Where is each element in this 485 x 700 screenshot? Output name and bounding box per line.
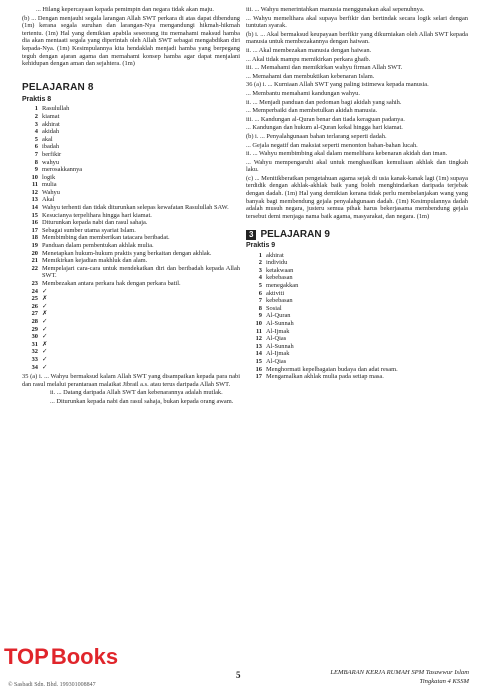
item-text: ✗ [42, 340, 48, 348]
copyright: © Sasbadi Sdn. Bhd. 199301008847 [8, 682, 96, 688]
item-text: mulia [42, 181, 57, 189]
item-number: 15 [255, 357, 262, 365]
item-number: 28 [31, 317, 38, 325]
item-text: akhirat [42, 120, 60, 128]
list-item [22, 151, 240, 159]
item-text: wahyu [42, 158, 60, 166]
section-subheading-9: Praktis 9 [246, 242, 276, 250]
item-number: 17 [31, 226, 38, 234]
list-item [246, 297, 468, 305]
list-item [22, 348, 240, 356]
item-text: Panduan dalam pembentukan akhlak mulia. [42, 242, 154, 250]
item-number: 9 [34, 166, 38, 174]
item-number: 26 [31, 302, 38, 310]
item-number: 6 [258, 289, 262, 297]
publisher-logo: TOP Books [4, 644, 119, 669]
list-item [246, 366, 468, 374]
q35-a-iii: ... Diturunkan kepada nabi dan rasul sahaja, bukan kepada orang awam. [50, 397, 234, 405]
list-item [246, 358, 468, 366]
answer-line: ... Wahyu mempengaruhi akal untuk menghasilkan kemuliaan akhlak dan tingkah laku. [246, 158, 468, 174]
list-item [22, 333, 240, 341]
list-item [22, 181, 240, 189]
item-number: 13 [31, 196, 38, 204]
answer-line: (b) i. ... Akal bermaksud keupayaan berfikir yang dikurniakan oleh Allah SWT kepada manusia untuk membezakannya dengan haiwan. [246, 30, 468, 46]
item-text: Rasulullah [42, 105, 70, 113]
section-heading-9 [246, 230, 468, 240]
answer-line: ... Membantu memahami kandungan wahyu. [246, 89, 360, 97]
item-text: ✓ [42, 302, 48, 310]
item-number: 23 [31, 280, 38, 287]
item-number: 1 [258, 251, 262, 259]
list-item [22, 280, 240, 288]
list-item [22, 113, 240, 121]
item-text: Al-Ijmak [266, 327, 290, 335]
list-item [22, 227, 240, 235]
answer-line: ii. ... Akal membezakan manusia dengan haiwan. [246, 46, 372, 54]
intro-line: (b) ... Dengan menjauhi segala larangan Allah SWT perkara di atas dapat dibendung (1m) kerana segala suruhan dan larangan-Nya mengandungi hikmah-hikmah tertentu. (1m) Hal yang demikian apabila seseorang itu memahami maksud hamba dia akan mentaati segala yang diperintah oleh Allah SWT sebagai mengabdikan diri kepada-Nya. (1m) Kesimpulannya kita hendaklah menjadi hamba yang berpegang teguh dengan ajaran agama dan memahami konsep hamba agar dapat menjalani kehidupan dengan aman dan sejahtera. (1m) [22, 14, 240, 68]
left-column [22, 6, 240, 407]
list-item [22, 310, 240, 318]
item-text: ketakwaan [266, 266, 294, 274]
item-number: 16 [31, 219, 38, 227]
list-item [22, 189, 240, 197]
item-number: 7 [258, 297, 262, 305]
item-number: 15 [31, 211, 38, 219]
item-text: logik [42, 173, 56, 181]
list-item [22, 295, 240, 303]
list-item [246, 305, 468, 313]
answer-line: ii. ... Menjadi panduan dan pedoman bagi akidah yang sahih. [246, 98, 402, 106]
list-item [246, 373, 468, 381]
list-item [22, 143, 240, 151]
item-text: Menetapkan hukum-hukum praktis yang berkaitan dengan akhlak. [42, 249, 212, 257]
item-text: Membimbing dan memberikan tatacara beribadat. [42, 234, 170, 242]
item-number: 16 [255, 365, 262, 373]
item-number: 4 [34, 128, 38, 136]
item-number: 3 [34, 120, 38, 128]
item-text: Wahyu [42, 188, 60, 196]
list-item [22, 128, 240, 136]
item-number: 13 [255, 342, 262, 350]
item-text: Diturunkan kepada nabi dan rasul sahaja. [42, 219, 148, 227]
item-number: 11 [31, 181, 38, 189]
item-text: Membezakan antara perkara hak dengan perkara batil. [42, 280, 181, 287]
item-number: 27 [31, 310, 38, 318]
answer-line: (b) i. ... Penyalahgunaan bahan terlarang seperti dadah. [246, 132, 387, 140]
answer-lines [246, 6, 468, 220]
item-number: 8 [258, 304, 262, 312]
item-text: kebebasan [266, 274, 293, 282]
item-number: 22 [31, 264, 38, 272]
list-item [246, 343, 468, 351]
item-number: 4 [258, 274, 262, 282]
answer-line: iii. ... Kandungan al-Quran benar dan tiada keraguan padanya. [246, 115, 405, 123]
item-number: 12 [255, 335, 262, 343]
list-item [22, 212, 240, 220]
item-text: Mempelajari cara-cara untuk mendekatkan diri dan beribadah kepada Allah SWT. [42, 264, 240, 280]
item-text: Al-Sunnah [266, 342, 294, 350]
item-number: 32 [31, 348, 38, 356]
item-text: ✓ [42, 287, 48, 295]
item-text: Al-Ijmak [266, 350, 290, 358]
answer-line: iii. ... Memahami dan memikirkan wahyu firman Allah SWT. [246, 64, 403, 72]
item-number: 25 [31, 295, 38, 303]
item-text: Menghormati kepelbagaian budaya dan adat resam. [266, 365, 398, 373]
item-text: Al-Quran [266, 312, 291, 320]
item-text: ✓ [42, 317, 48, 325]
answer-line: ... Memahami dan membuktikan kebenaran Islam. [246, 72, 375, 80]
item-text: ✓ [42, 325, 48, 333]
item-text: Al-Qias [266, 335, 287, 343]
item-number: 9 [258, 312, 262, 320]
list-item [22, 196, 240, 204]
answer-line: (c) ... Menitikberatkan pengetahuan agama sejak di usia kanak-kanak lagi (1m) supaya terdidik dengan akhlak-akhlak baik yang boleh menghindarkan daripada terjebak dengan dadah. (1m) Hal yang demikian kerana tidak perlu membelanjakan wang yang banyak bagi membendung gejala penyalahgunaan dadah. (1m) Kesimpulannya dadah adalah musuh negara, justeru semua pihak harus bekerjasama membendung gejala tersebut demi menjaga nama baik agama, masyarakat, dan negara. (1m) [246, 174, 468, 220]
list-item [246, 312, 468, 320]
item-text: Sebagai sumber utama syariat Islam. [42, 226, 136, 234]
answer-line: ... Akal tidak mampu memikirkan perkara ghaib. [246, 55, 371, 63]
item-text: Kesucianya terpelihara hingga hari kiamat. [42, 211, 152, 219]
item-number: 8 [34, 158, 38, 166]
item-number: 6 [34, 143, 38, 151]
list-item [246, 335, 468, 343]
list-item [246, 274, 468, 282]
answer-line: ... Wahyu memelihara akal supaya berfikir dan bertindak secara logik selari dengan tuntutan syarak. [246, 14, 468, 30]
item-text: ✓ [42, 355, 48, 363]
list-item [22, 250, 240, 258]
page-footer [0, 644, 485, 694]
answer-line: ... Kandungan dan hukum al-Quran kekal hingga hari kiamat. [246, 124, 403, 132]
item-text: ✗ [42, 310, 48, 318]
item-number: 17 [255, 373, 262, 381]
answer-line: ... Gejala negatif dan maksiat seperti menonton bahan-bahan lucah. [246, 141, 418, 149]
item-text: kiamat [42, 112, 60, 120]
list-item [22, 326, 240, 334]
list-item [22, 204, 240, 212]
item-text: ✗ [42, 295, 48, 303]
item-text: Al-Sunnah [266, 319, 294, 327]
section-heading: PELAJARAN 8 [22, 81, 94, 93]
item-number: 34 [31, 363, 38, 371]
section-number-badge: 3 [246, 230, 256, 240]
footer-title: LEMBARAN KERJA RUMAH SPM Tasawwur Islam [330, 669, 469, 676]
item-text: Al-Qias [266, 357, 287, 365]
list-item [246, 282, 468, 290]
item-text: ibadah [42, 143, 60, 151]
list-item [22, 105, 240, 113]
list-item [22, 234, 240, 242]
item-text: berfikir [42, 150, 62, 158]
list-item [22, 257, 240, 265]
item-text: menegakkan [266, 282, 299, 289]
list-item [246, 328, 468, 336]
item-number: 19 [31, 242, 38, 250]
list-item [246, 350, 468, 358]
item-text: ✓ [42, 333, 48, 341]
item-number: 1 [34, 105, 38, 113]
answer-list-9 [246, 252, 468, 381]
item-text: Akal [42, 196, 55, 204]
item-text: kebebasan [266, 297, 293, 305]
item-number: 24 [31, 287, 38, 295]
answer-line: iii. ... Wahyu menerintahkan manusia menggunakan akal sepenuhnya. [246, 6, 425, 13]
item-number: 18 [31, 234, 38, 242]
item-number: 14 [255, 350, 262, 358]
list-item [22, 288, 240, 296]
item-number: 14 [31, 204, 38, 212]
list-item [22, 364, 240, 372]
list-item [246, 252, 468, 260]
list-item [22, 265, 240, 280]
answer-line: ii. ... Wahyu membimbing akal dalam memelihara kebenaran akidah dan iman. [246, 150, 448, 158]
item-number: 10 [255, 319, 262, 327]
section-subheading: Praktis 8 [22, 95, 52, 103]
q35-a-ii: ii. ... Datang daripada Allah SWT dan kebenarannya adalah mutlak. [50, 389, 223, 397]
item-number: 7 [34, 150, 38, 158]
list-item [246, 290, 468, 298]
section-heading-text: PELAJARAN 9 [260, 229, 330, 241]
item-number: 31 [31, 340, 38, 348]
list-item [22, 166, 240, 174]
item-text: akidah [42, 128, 60, 136]
item-number: 3 [258, 266, 262, 274]
list-item [246, 259, 468, 267]
item-text: akhirat [266, 251, 284, 259]
list-item [22, 303, 240, 311]
list-item [22, 219, 240, 227]
answer-list [22, 105, 240, 371]
item-number: 20 [31, 249, 38, 257]
list-item [22, 318, 240, 326]
item-text: Wahyu terhenti dan tidak diturunkan selepas kewafatan Rasulullah SAW. [42, 204, 229, 212]
page-number: 5 [236, 670, 241, 680]
item-number: 29 [31, 325, 38, 333]
right-column [246, 6, 468, 381]
item-text: Mengamalkan akhlak mulia pada setiap masa. [266, 373, 384, 381]
list-item [22, 159, 240, 167]
list-item [22, 341, 240, 349]
item-text: Sosial [266, 304, 282, 312]
item-number: 10 [31, 173, 38, 181]
intro-line: ... Hilang kepercayaan kepada pemimpin dan negara tidak akan maju. [36, 6, 214, 13]
item-number: 33 [31, 355, 38, 363]
list-item [22, 356, 240, 364]
list-item [22, 121, 240, 129]
answer-line: ... Memperbaiki dan membetulkan akidah manusia. [246, 107, 378, 115]
item-number: 11 [255, 327, 262, 335]
q35-a-i: 35 (a) i. ... Wahyu bermaksud kalam Allah SWT yang disampaikan kepada para nabi dan rasul melalui perantaraan malaikat Jibrail a.s. atau terus daripada Allah SWT. [22, 373, 240, 388]
item-text: aktiviti [266, 289, 285, 297]
item-number: 12 [31, 188, 38, 196]
item-number: 5 [34, 135, 38, 143]
list-item [246, 267, 468, 275]
item-text: Memikirkan kejadian makhluk dan alam. [42, 257, 148, 265]
footer-subtitle: Tingkatan 4 KSSM [419, 678, 469, 685]
list-item [22, 242, 240, 250]
item-text: akal [42, 135, 53, 143]
item-text: merosakkannya [42, 166, 83, 174]
item-number: 21 [31, 257, 38, 265]
item-text: individu [266, 259, 288, 267]
list-item [22, 174, 240, 182]
item-text: ✓ [42, 348, 48, 356]
list-item [246, 320, 468, 328]
item-text: ✓ [42, 363, 48, 371]
item-number: 2 [34, 112, 38, 120]
item-number: 30 [31, 333, 38, 341]
item-number: 5 [258, 282, 262, 289]
answer-line: 36 (a) i. ... Kurniaan Allah SWT yang paling istimewa kepada manusia. [246, 81, 429, 89]
item-number: 2 [258, 259, 262, 267]
list-item [22, 136, 240, 144]
